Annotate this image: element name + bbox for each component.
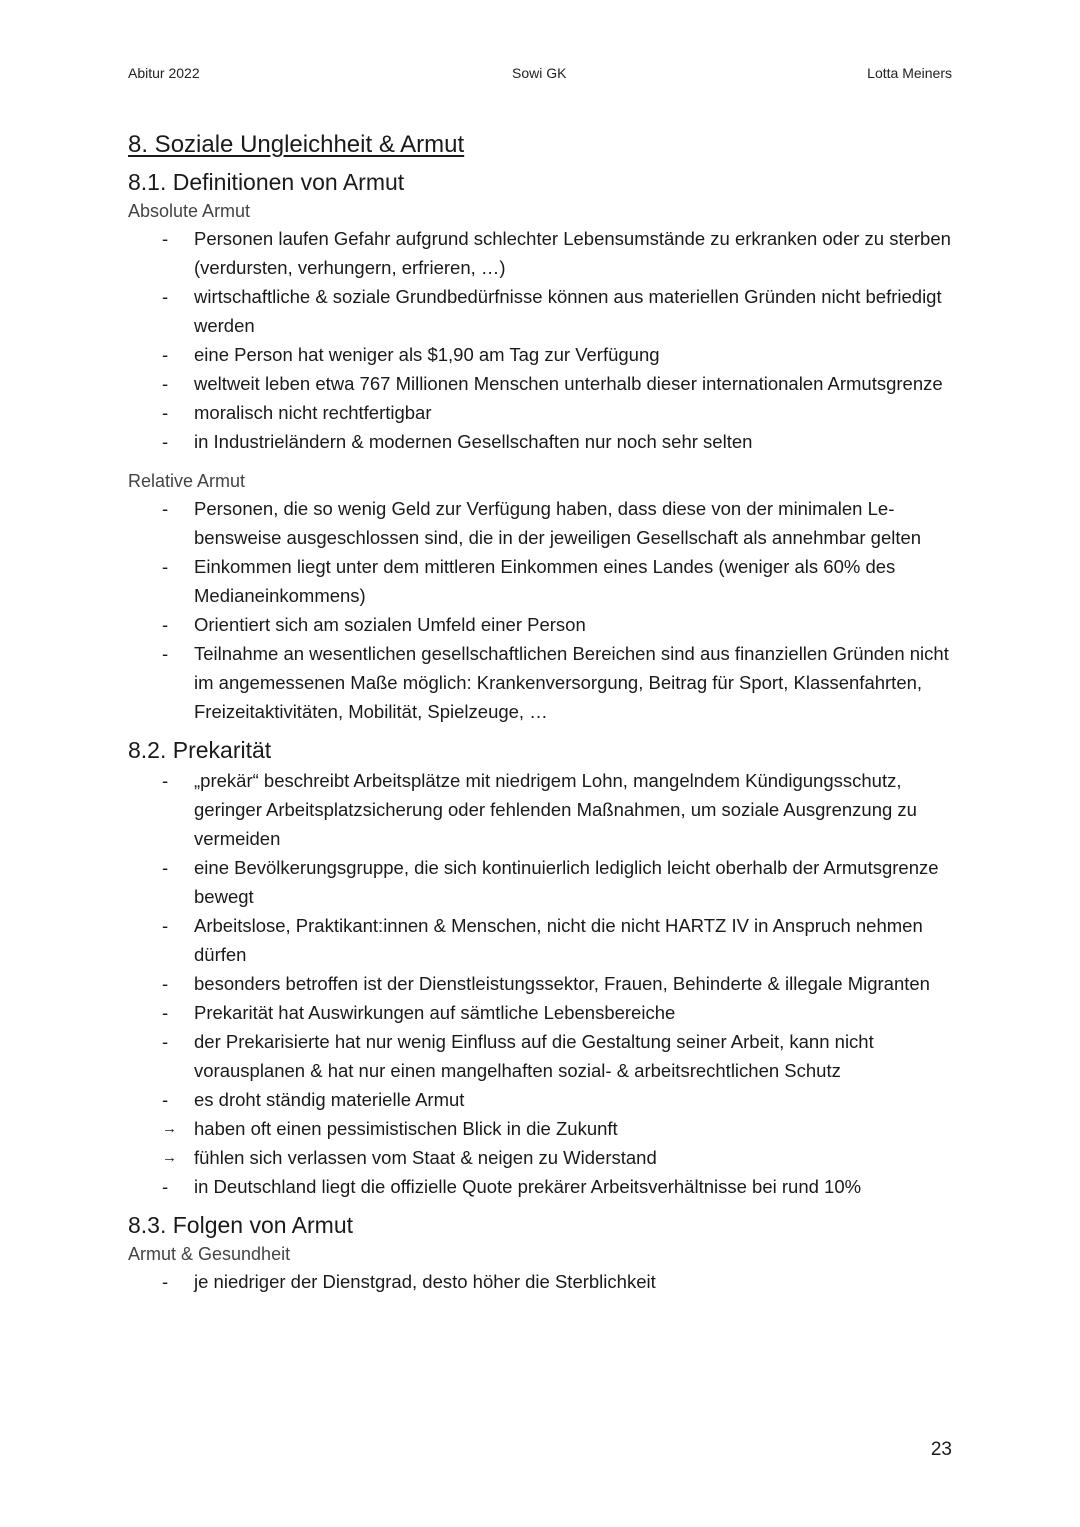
dash-marker: - xyxy=(162,1176,169,1197)
dash-marker: - xyxy=(162,1002,169,1023)
subsection-title-relative-poverty: Relative Armut xyxy=(128,471,246,491)
dash-marker: - xyxy=(162,344,169,365)
list-item: - moralisch nicht rechtfertigbar xyxy=(128,398,952,427)
dash-marker: - xyxy=(162,402,169,423)
subsection-title-absolute-poverty: Absolute Armut xyxy=(128,201,251,221)
section-title-consequences: 8.3. Folgen von Armut xyxy=(128,1212,354,1238)
arrow-marker: → xyxy=(162,1149,177,1166)
list-item: - der Prekarisierte hat nur wenig Einfluss auf die Gestaltung seiner Arbeit, kann nicht vorausplanen & hat nur einen mangelhaften sozial- & arbeitsrechtlichen Schutz xyxy=(128,1027,952,1085)
dash-marker: - xyxy=(162,857,169,878)
list-item: - Teilnahme an wesentlichen gesellschaftlichen Bereichen sind aus finanziellen Gründen nicht im angemessenen Maße möglich: Krankenversorgung, Beitrag für Sport, Klassenfahrten, Freizeitaktivitäten, Mobilität, Spielzeuge, … xyxy=(128,639,952,726)
dash-marker: - xyxy=(162,286,169,307)
list-item: - je niedriger der Dienstgrad, desto höher die Sterblichkeit xyxy=(128,1267,952,1296)
header-course-year: Abitur 2022 xyxy=(128,65,200,81)
poverty-health-list xyxy=(128,1267,952,1296)
list-item: - besonders betroffen ist der Dienstleistungssektor, Frauen, Behinderte & illegale Migranten xyxy=(128,969,952,998)
dash-marker: - xyxy=(162,556,169,577)
list-item: - in Industrieländern & modernen Gesellschaften nur noch sehr selten xyxy=(128,427,952,456)
section-title-precarity: 8.2. Prekarität xyxy=(128,737,272,763)
dash-marker: - xyxy=(162,643,169,664)
list-item: - wirtschaftliche & soziale Grundbedürfnisse können aus materiellen Gründen nicht befriedigt werden xyxy=(128,282,952,340)
list-item: - in Deutschland liegt die offizielle Quote prekärer Arbeitsverhältnisse bei rund 10% xyxy=(128,1172,952,1201)
dash-marker: - xyxy=(162,373,169,394)
dash-marker: - xyxy=(162,1031,169,1052)
list-item: - eine Bevölkerungsgruppe, die sich kontinuierlich lediglich leicht oberhalb der Armutsgrenze bewegt xyxy=(128,853,952,911)
dash-marker: - xyxy=(162,498,169,519)
list-item: - Prekarität hat Auswirkungen auf sämtliche Lebensbereiche xyxy=(128,998,952,1027)
list-item: - Personen, die so wenig Geld zur Verfügung haben, dass diese von der minimalen Lebensweise ausgeschlossen sind, die in der jeweiligen Gesellschaft als annehmbar gelten xyxy=(128,494,952,552)
page-number: 23 xyxy=(930,1439,952,1460)
list-item: - Personen laufen Gefahr aufgrund schlechter Lebensumstände zu erkranken oder zu sterben (verdursten, verhungern, erfrieren, …) xyxy=(128,224,952,282)
list-item: - eine Person hat weniger als $1,90 am Tag zur Verfügung xyxy=(128,340,952,369)
list-item: - es droht ständig materielle Armut xyxy=(128,1085,952,1114)
dash-marker: - xyxy=(162,614,169,635)
list-item: - Arbeitslose, Praktikant:innen & Menschen, nicht die nicht HARTZ IV in Anspruch nehmen dürfen xyxy=(128,911,952,969)
dash-marker: - xyxy=(162,1271,169,1292)
dash-marker: - xyxy=(162,973,169,994)
section-title-definitions: 8.1. Definitionen von Armut xyxy=(128,169,405,195)
page-header xyxy=(128,65,952,85)
header-author: Lotta Meiners xyxy=(867,65,952,81)
arrow-marker: → xyxy=(162,1120,177,1137)
list-item: → fühlen sich verlassen vom Staat & neigen zu Widerstand xyxy=(128,1143,952,1172)
dash-marker: - xyxy=(162,228,169,249)
dash-marker: - xyxy=(162,1089,169,1110)
precarity-list xyxy=(128,766,952,1201)
document-body xyxy=(128,128,952,1296)
list-item: - „prekär“ beschreibt Arbeitsplätze mit niedrigem Lohn, mangelndem Kündigungsschutz, geringer Arbeitsplatzsicherung oder fehlenden Maßnahmen, um soziale Ausgrenzung zu vermeiden xyxy=(128,766,952,853)
dash-marker: - xyxy=(162,915,169,936)
dash-marker: - xyxy=(162,431,169,452)
absolute-poverty-list xyxy=(128,224,952,456)
list-item: - Orientiert sich am sozialen Umfeld einer Person xyxy=(128,610,952,639)
relative-poverty-list xyxy=(128,494,952,726)
chapter-title: 8. Soziale Ungleichheit & Armut xyxy=(128,131,465,158)
header-subject: Sowi GK xyxy=(512,65,567,81)
list-item: → haben oft einen pessimistischen Blick in die Zukunft xyxy=(128,1114,952,1143)
dash-marker: - xyxy=(162,770,169,791)
list-item: - Einkommen liegt unter dem mittleren Einkommen eines Landes (weniger als 60% des Medianeinkommens) xyxy=(128,552,952,610)
subsection-title-poverty-health: Armut & Gesundheit xyxy=(128,1244,291,1264)
list-item: - weltweit leben etwa 767 Millionen Menschen unterhalb dieser internationalen Armutsgrenze xyxy=(128,369,952,398)
